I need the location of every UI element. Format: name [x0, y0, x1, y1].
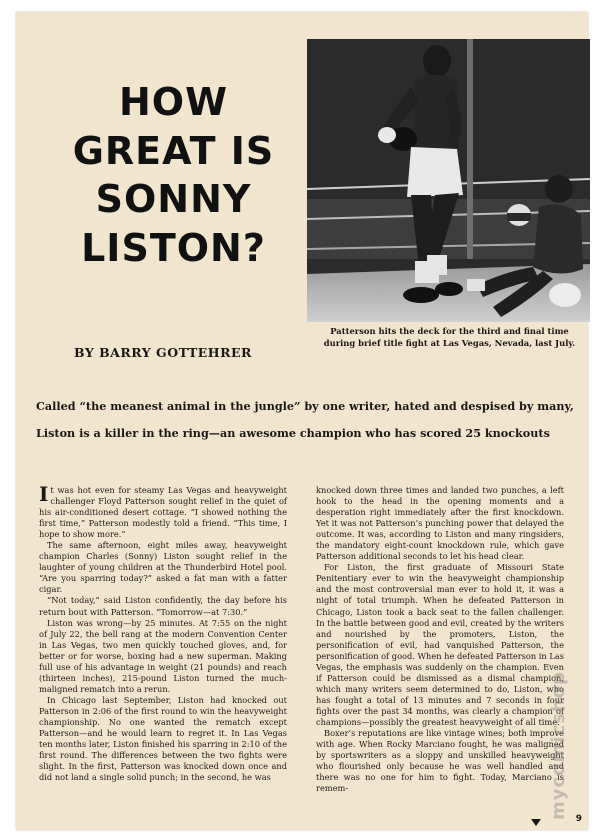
end-mark-icon — [531, 819, 541, 826]
article-paragraph: knocked down three times and landed two punches, a left hook to the head in the opening moments and a desperation right immediately after the first knockdown. Yet it was not Patterson’s punching power that delayed the outcome. It was, according to Liston and many ringsiders, the mandatory eight-count knockdown rule, which gave Patterson additional seconds to let his head clear. — [316, 485, 564, 562]
caption-line: during brief title fight at Las Vegas, Nevada, last July. — [323, 338, 576, 348]
paragraph-text: t was hot even for steamy Las Vegas and heavyweight challenger Floyd Patterson sought relief in the quiet of his air-conditioned desert cottage. “I showed nothing the first time,” Patterson modestly told a friend. “This time, I hope to show more.” — [39, 485, 287, 540]
deck-line: Called “the meanest animal in the jungle” by one writer, hated and despised by many, — [36, 399, 574, 413]
article-paragraph: The same afternoon, eight miles away, heavyweight champion Charles (Sonny) Liston sought relief in the laughter of young children at the Thunderbird Hotel pool. “Are you sparring today?” asked a fat man with a fatter cigar. — [39, 540, 287, 595]
article-paragraph: For Liston, the first graduate of Missouri State Penitentiary ever to win the heavyweight championship and the most controversial man ever to hold it, it was a night of total triumph. When he defeated Patterson in Chicago, Liston took a back seat to the fallen challenger. In the battle between good and evil, created by the writers and nourished by the promoters, Liston, the personification of evil, had vanquished Patterson, the personification of good. When he defeated Patterson in Las Vegas, the emphasis was suddenly on the champion. Even if Patterson could be dismissed as a dismal champion, which many writers seem determined to do, Liston, who has fought a total of 13 minutes and 7 seconds in four fights over the past 34 months, was clearly a champion of champions—possibly the greatest heavyweight of all time. — [316, 562, 564, 727]
boxing-photo-illustration — [307, 39, 590, 322]
article-column-right — [316, 485, 564, 794]
watermark: mycomicshop — [548, 671, 569, 820]
article-paragraph: Liston was wrong—by 25 minutes. At 7:55 on the night of July 22, the bell rang at the modern Convention Center in Las Vegas, two men quickly touched gloves, and, for better or for worse, boxing had a new superman. Making full use of his advantage in weight (21 pounds) and reach (thirteen inches), 215-pound Liston turned the much-maligned rematch into a rerun. — [39, 617, 287, 694]
article-headline — [16, 78, 331, 272]
article-paragraph: Boxer’s reputations are like vintage wines; both improve with age. When Rocky Marciano fought, he was maligned by sportswriters as a sloppy and unskilled heavyweight who flourished only because he was well handled and there was no one for him to fight. Today, Marciano is remem- — [316, 728, 564, 794]
article-paragraph: “Not today,” said Liston confidently, the day before his return bout with Patterson. “Tomorrow—at 7:30.” — [39, 595, 287, 617]
article-paragraph — [39, 482, 287, 540]
deck-line: Liston is a killer in the ring—an awesome champion who has scored 25 knockouts — [36, 426, 550, 440]
page-number: 9 — [575, 814, 582, 824]
byline: BY BARRY GOTTEHRER — [74, 345, 252, 360]
article-paragraph: In Chicago last September, Liston had knocked out Patterson in 2:06 of the first round to win the heavyweight championship. No one wanted the rematch except Patterson—and he would learn to regret it. In Las Vegas ten months later, Liston finished his sparring in 2:10 of the first round. The differences between the two fights were slight. In the first, Patterson was knocked down once and did not land a single solid punch; in the second, he was — [39, 694, 287, 783]
headline-line: HOW — [118, 80, 229, 124]
headline-line: SONNY — [95, 177, 252, 221]
article-deck — [36, 393, 574, 447]
headline-line: LISTON? — [81, 225, 266, 270]
photo-caption — [312, 325, 587, 349]
boxing-photo — [307, 39, 590, 322]
caption-line: Patterson hits the deck for the third and final time — [330, 326, 569, 336]
article-column-left — [39, 482, 287, 783]
magazine-page — [16, 12, 588, 830]
headline-line: GREAT IS — [72, 128, 275, 173]
drop-cap: I — [39, 482, 49, 506]
